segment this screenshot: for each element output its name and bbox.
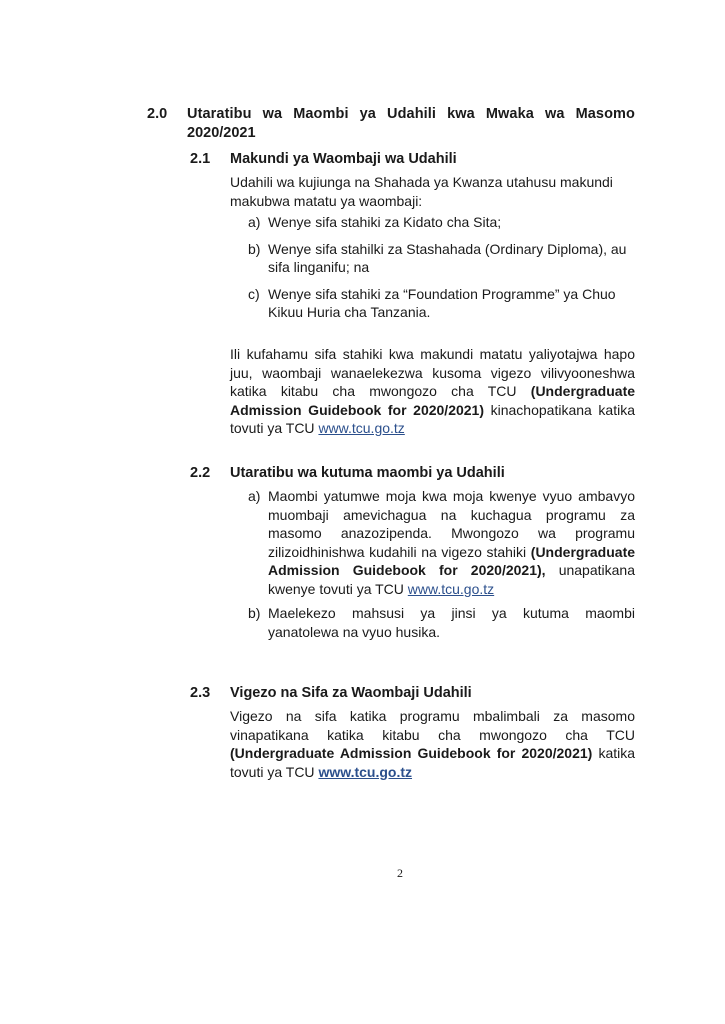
list-item-text	[268, 487, 635, 598]
tcu-link[interactable]: www.tcu.go.tz	[407, 580, 495, 597]
section-2-0-number: 2.0	[147, 106, 168, 122]
section-2-3-title: Vigezo na Sifa za Waombaji Udahili	[230, 685, 472, 701]
tcu-link[interactable]: www.tcu.go.tz	[318, 763, 413, 780]
list-item-text: Wenye sifa stahiki za “Foundation Programme” ya Chuo Kikuu Huria cha Tanzania.	[268, 285, 616, 320]
list-item-text: Wenye sifa stahiki za Kidato cha Sita;	[268, 214, 502, 230]
list-marker: a)	[248, 214, 261, 230]
list-item	[248, 285, 635, 322]
page-number: 2	[397, 866, 403, 880]
list-item-text: Wenye sifa stahilki za Stashahada (Ordinary Diploma), au sifa linganifu; na	[268, 240, 627, 275]
guidebook-title: (Undergraduate Admission Guidebook for 2020/2021)	[230, 383, 636, 418]
paragraph-text: Vigezo na sifa katika programu mbalimbali za masomo vinapatikana katika kitabu cha mwongozo cha TCU	[230, 708, 635, 743]
section-2-2-list	[248, 487, 635, 641]
list-item-text: Maelekezo mahsusi ya jinsi ya kutuma maombi yanatolewa na vyuo husika.	[268, 605, 635, 640]
section-2-0-title-line2: 2020/2021	[187, 125, 256, 141]
paragraph-text: katika tovuti ya TCU	[230, 745, 636, 780]
section-2-0-title-line1: Utaratibu wa Maombi ya Udahili kwa Mwaka wa Masomo	[187, 106, 635, 122]
section-2-3-paragraph	[230, 707, 635, 781]
paragraph-text: kinachopatikana katika tovuti ya TCU	[230, 401, 635, 436]
list-item	[248, 240, 635, 277]
section-2-0-title	[187, 105, 635, 143]
list-item	[248, 604, 635, 641]
list-marker: a)	[248, 488, 261, 504]
list-item	[248, 487, 635, 598]
guidebook-title: (Undergraduate Admission Guidebook for 2020/2021)	[230, 745, 593, 761]
section-2-1-list	[248, 213, 635, 322]
section-2-3-number: 2.3	[190, 685, 211, 701]
section-2-1-paragraph	[230, 345, 635, 438]
section-2-2-title: Utaratibu wa kutuma maombi ya Udahili	[230, 465, 505, 481]
item-text: Maombi yatumwe moja kwa moja kwenye vyuo ambavyo muombaji amevichagua na kuchagua programu za masomo anazozipenda. Mwongozo wa programu zilizoidhinishwa kudahili na vigezo stahiki	[268, 488, 635, 560]
paragraph-text: Ili kufahamu sifa stahiki kwa makundi matatu yaliyotajwa hapo juu, waombaji wanaelekezwa kusoma vigezo vilivyooneshwa katika kitabu cha mwongozo cha TCU	[230, 346, 635, 399]
section-2-2-number: 2.2	[190, 465, 211, 481]
list-marker: c)	[248, 285, 260, 302]
guidebook-title: (Undergraduate Admission Guidebook for 2020/2021),	[268, 543, 636, 578]
list-item	[248, 213, 635, 232]
list-marker: b)	[248, 605, 261, 621]
section-2-1-number: 2.1	[190, 151, 211, 167]
item-text: unapatikana kwenye tovuti ya TCU	[268, 562, 635, 597]
list-marker: b)	[248, 240, 261, 257]
section-2-1-title: Makundi ya Waombaji wa Udahili	[230, 151, 457, 167]
section-2-1-intro: Udahili wa kujiunga na Shahada ya Kwanza utahusu makundi makubwa matatu ya waombaji:	[230, 174, 613, 209]
tcu-link[interactable]: www.tcu.go.tz	[318, 420, 405, 436]
